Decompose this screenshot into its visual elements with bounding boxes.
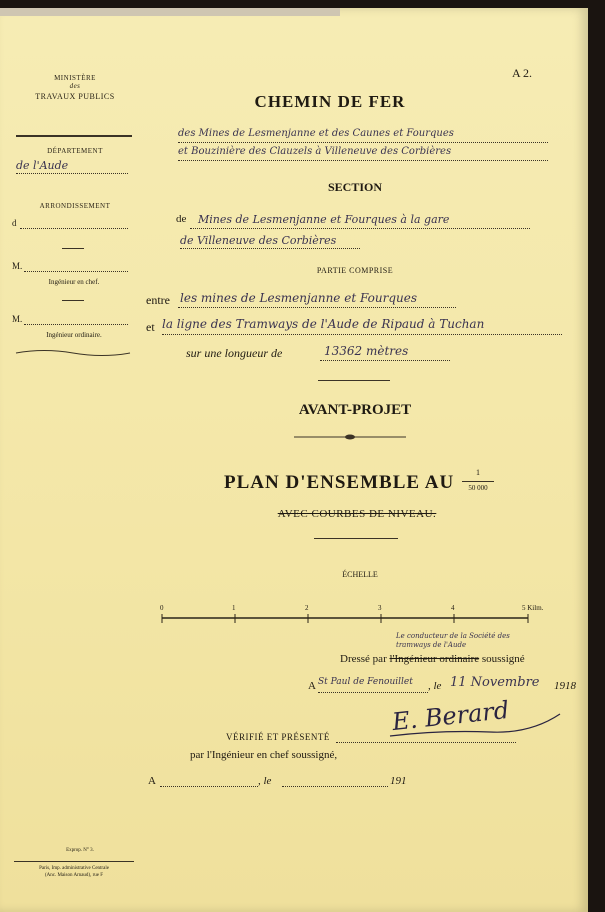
scale-tick-label: 1 [232, 604, 236, 612]
divider-2 [314, 538, 398, 539]
a-label-1: A [308, 680, 316, 692]
top-strip [0, 8, 340, 16]
m2-line [24, 324, 128, 325]
section-line-2 [180, 248, 360, 249]
dresse-label: Dressé par [340, 653, 387, 665]
footer-printer-address: (Anc. Maison Arnaud), rue F [44, 873, 104, 878]
le-label-1: , le [428, 680, 442, 692]
ing-ord-strikethrough: l'Ingénieur ordinaire [389, 653, 480, 665]
section-label: SECTION [327, 180, 383, 194]
date-line-2 [282, 786, 388, 787]
small-dash-1 [62, 248, 84, 249]
des-label: des [69, 82, 81, 90]
main-title: CHEMIN DE FER [254, 92, 406, 111]
section-prefix: de [176, 213, 187, 225]
ing-ord-label: Ingénieur ordinaire. [46, 331, 102, 339]
small-dash-2 [62, 300, 84, 301]
travaux-label: TRAVAUX PUBLICS [35, 92, 115, 101]
title-line-2 [178, 160, 548, 161]
fraction-numerator: 1 [476, 468, 480, 477]
longueur-handwriting: 13362 mètres [324, 344, 409, 358]
courbes-strikethrough: AVEC COURBES DE NIVEAU. [277, 508, 437, 520]
title-handwriting-1: des Mines de Lesmenjanne et des Caunes et Fourques [178, 128, 454, 139]
place-line-2 [160, 786, 258, 787]
signature-flourish [380, 708, 570, 744]
departement-value: de l'Aude [16, 159, 69, 172]
dresse-handwriting: Le conducteur de la Société des tramways de l'Aude [396, 632, 510, 649]
scale-tick-label: 4 [451, 604, 455, 612]
scale-tick-label: 2 [305, 604, 309, 612]
document-sheet [0, 8, 588, 912]
date-handwriting: 11 Novembre [450, 675, 540, 690]
scale-tick-label: 3 [378, 604, 382, 612]
footer-exprop: Exprop. N° 3. [66, 848, 94, 853]
entre-label: entre [146, 293, 170, 307]
a-label-2: A [148, 775, 156, 787]
left-ornament [14, 348, 132, 358]
fraction-bar [462, 481, 494, 482]
et-line [162, 334, 562, 335]
departement-label: DÉPARTEMENT [47, 147, 103, 155]
departement-line [16, 173, 128, 174]
le-label-2: , le [258, 775, 272, 787]
signature: E. Berard [390, 695, 511, 737]
section-line-1 [190, 228, 530, 229]
entre-line [178, 307, 456, 308]
scale-ruler [160, 614, 532, 626]
longueur-label: sur une longueur de [186, 346, 283, 360]
left-divider [16, 135, 132, 137]
partie-label: PARTIE COMPRISE [316, 266, 394, 275]
place-line [318, 692, 428, 693]
ministere-label: MINISTÈRE [54, 74, 96, 82]
arrondissement-line [20, 228, 128, 229]
plan-title: PLAN D'ENSEMBLE AU [224, 472, 455, 493]
footer-printer: Paris, Imp. administrative Centrale [39, 866, 109, 871]
ornament-rule [294, 433, 406, 441]
par-chef-label: par l'Ingénieur en chef soussigné, [190, 749, 338, 761]
year-label: 1918 [554, 680, 576, 692]
d-prefix: d [12, 218, 17, 228]
divider-1 [318, 380, 390, 381]
verifie-line [336, 742, 516, 743]
arrondissement-label: ARRONDISSEMENT [39, 202, 111, 210]
et-handwriting: la ligne des Tramways de l'Aude de Ripaud à Tuchan [162, 317, 485, 331]
ing-chef-label: Ingénieur en chef. [48, 278, 100, 286]
footer-rule [14, 861, 134, 862]
reference-number: A 2. [512, 66, 533, 80]
m1-line [24, 271, 128, 272]
longueur-line [320, 360, 450, 361]
soussigne-label: soussigné [481, 653, 525, 665]
verifie-label: VÉRIFIÉ ET PRÉSENTÉ [226, 732, 330, 742]
entre-handwriting: les mines de Lesmenjanne et Fourques [180, 291, 417, 305]
dresse-line [340, 653, 525, 665]
scale-tick-label: 0 [160, 604, 164, 612]
title-line-1 [178, 142, 548, 143]
m2: M. [12, 314, 23, 324]
avant-projet-title: AVANT-PROJET [298, 402, 412, 418]
scale-tick-label: 5 Kilm. [522, 604, 544, 612]
year2-label: 191 [390, 775, 407, 787]
et-label: et [146, 320, 155, 334]
scale-bar [160, 604, 560, 630]
echelle-label: ÉCHELLE [342, 570, 378, 579]
fraction-denominator: 50 000 [468, 484, 488, 492]
place-handwriting: St Paul de Fenouillet [318, 677, 413, 687]
m1: M. [12, 261, 23, 271]
title-handwriting-2: et Bouzinière des Clauzels à Villeneuve des Corbières [178, 146, 452, 157]
section-handwriting-2: de Villeneuve des Corbières [180, 234, 337, 247]
section-handwriting-1: Mines de Lesmenjanne et Fourques à la gare [198, 213, 450, 226]
left-column [20, 74, 130, 101]
